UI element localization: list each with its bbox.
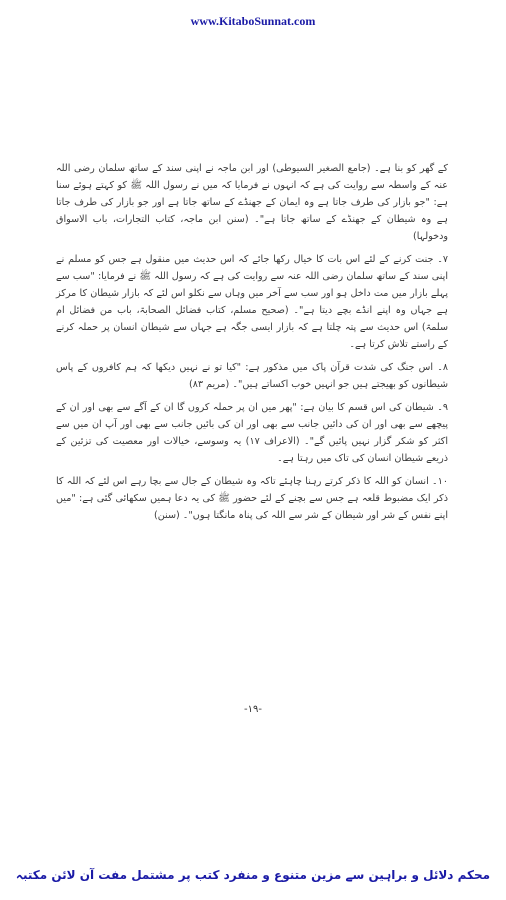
paragraph-2: ۷۔ جنت کرنے کے لئے اس بات کا خیال رکھا جائے کہ اس حدیث میں منقول ہے جس کو مسلم نے اپنی سند کے ساتھ سلمان رضی اللہ عنہ سے روایت کی ہے کہ رسول اللہ ﷺ نے فرمایا: "سب سے پہلے بازار میں مت داخل ہو اور سب سے آخر میں وہاں سے نکلو اس لئے کہ بازار شیطان کا مرکز ہے جہاں وہ اپنے انڈے بچے دیتا ہے"۔ (صحیح مسلم، کتاب فضائل الصحابۃ، باب من فضائل ام سلمۃ) اس حدیث سے پتہ چلتا ہے کہ بازار ایسی جگہ ہے جہاں سے شیطان انسان پر حملہ کرنے کے راستے تلاش کرتا ہے۔ [56,254,448,350]
page-body [56,160,448,530]
paragraph-1: کے گھر کو بنا ہے۔ (جامع الصغیر السیوطی) اور ابن ماجہ نے اپنی سند کے ساتھ سلمان رضی اللہ عنہ کے واسطہ سے روایت کی ہے کہ انہوں نے فرمایا کہ میں نے رسول اللہ ﷺ کو کہتے ہوئے سنا ہے: "جو بازار کی طرف جاتا ہے وہ ایمان کے جھنڈے کے ساتھ جاتا ہے اور جو بازار کی طرف جاتا ہے وہ شیطان کے جھنڈے کے ساتھ جاتا ہے"۔ (سنن ابن ماجہ، کتاب التجارات، باب الاسواق ودخولہا) [56,163,448,242]
paragraph-3: ۸۔ اس جنگ کی شدت قرآن پاک میں مذکور ہے: "کیا تو نے نہیں دیکھا کہ ہم کافروں کے پاس شیطانوں کو بھیجتے ہیں جو انہیں خوب اکساتے ہیں"۔ (مریم ۸۳) [56,362,448,390]
footer-tagline: محکم دلائل و براہین سے مزین متنوع و منفرد کتب پر مشتمل مفت آن لائن مکتبہ [15,868,491,882]
paragraph-4: ۹۔ شیطان کی اس قسم کا بیان ہے: "پھر میں ان پر حملہ کروں گا ان کے آگے سے بھی اور ان کے پیچھے سے بھی اور ان کی دائیں جانب سے بھی اور ان کی بائیں جانب سے بھی اور آپ ان میں سے اکثر کو شکر گزار نہیں پائیں گے"۔ (الاعراف ۱۷) یہ وسوسے، خیالات اور معصیت کی تزئین کے ذریعے شیطان انسان کی تاک میں رہتا ہے۔ [56,402,449,464]
page-number: -۱۹- [244,704,262,715]
website-header: www.KitaboSunnat.com [190,14,316,28]
paragraph-5: ۱۰۔ انسان کو اللہ کا ذکر کرتے رہنا چاہئے تاکہ وہ شیطان کے جال سے بچا رہے اس لئے کہ اللہ کا ذکر ایک مضبوط قلعہ ہے جس سے بچنے کے لئے حضور ﷺ کی یہ دعا ہمیں سکھائی گئی ہے: "میں اپنے نفس کے شر اور شیطان کے شر سے اللہ کی پناہ مانگتا ہوں"۔ (سنن) [56,476,448,521]
